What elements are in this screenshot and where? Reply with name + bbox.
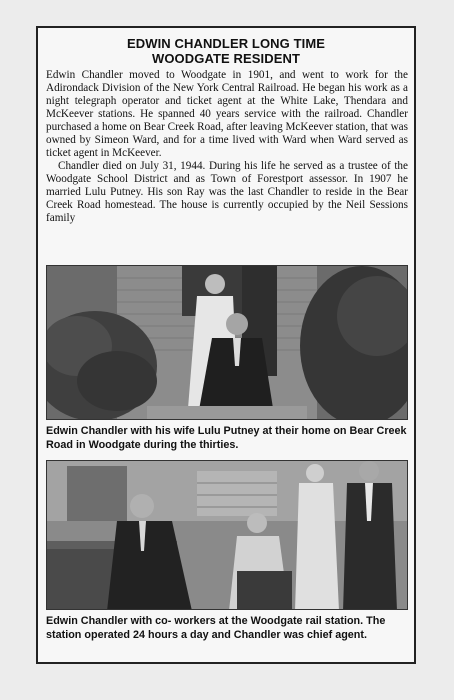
article-title: [38, 36, 414, 66]
article-frame: [36, 26, 416, 664]
title-line-1: EDWIN CHANDLER LONG TIME: [126, 36, 326, 51]
paragraph-1: Edwin Chandler moved to Woodgate in 1901, and went to work for the Adirondack Division of the New York Central Railroad. He began his work as a night telegraph operator and ticket agent at the White Lake, Thendara and McKeever stations. He spanned 40 years service with the railroad. Chandler purchased a home on Bear Creek Road, after leaving McKeever station, that was owned by Simeon Ward, and for a time lived with Ward when Ward served as ticket agent in McKeever.: [46, 69, 408, 159]
photo-caption-2: Edwin Chandler with co- workers at the Woodgate rail station. The station operated 24 hours a day and Chandler was chief agent.: [46, 615, 386, 641]
title-line-2: WOODGATE RESIDENT: [151, 51, 301, 66]
photo-station-coworkers-image: [47, 461, 408, 610]
paragraph-2: Chandler died on July 31, 1944. During his life he served as a trustee of the Woodgate School District and as Town of Forestport assessor. In 1907 he married Lulu Putney. His son Ray was the last Chandler to reside in the Bear Creek Road homestead. The house is currently occupied by the Neil Sessions family: [46, 160, 408, 224]
photo-chandler-couple: [46, 265, 408, 420]
photo-caption-1: Edwin Chandler with his wife Lulu Putney at their home on Bear Creek Road in Woodgate during the thirties.: [46, 425, 407, 451]
photo-chandler-couple-image: [47, 266, 408, 420]
photo-station-coworkers: [46, 460, 408, 610]
article-body: [46, 69, 408, 225]
